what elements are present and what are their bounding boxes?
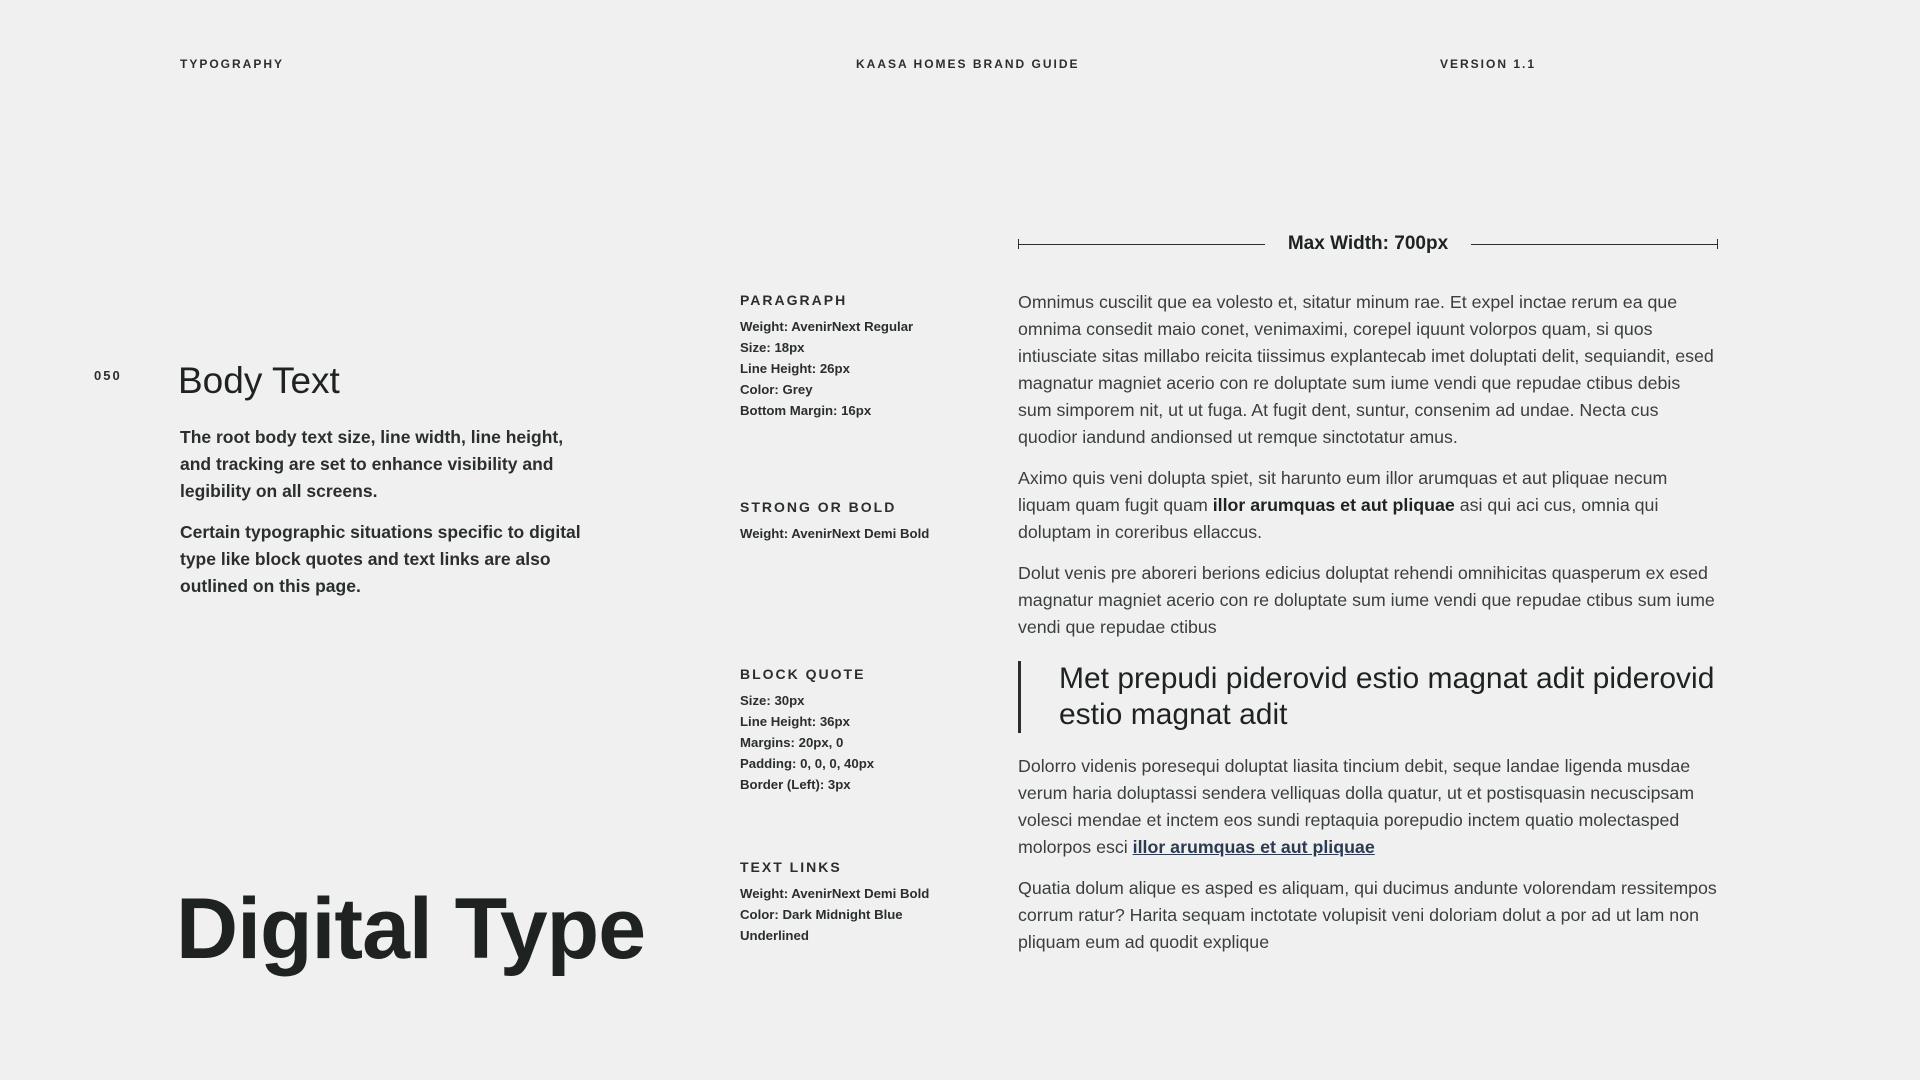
- spec-line: Weight: AvenirNext Demi Bold: [740, 886, 930, 901]
- page-number: 050: [94, 368, 122, 383]
- sample-paragraph-5: Quatia dolum alique es asped es aliquam, qui ducimus andunte volorendam ressitempos corrum ratur? Harita sequam inctotate volupisit veni doloriam dolut a por ad ut lam non pliquam eum ad quodit explique: [1018, 878, 1717, 952]
- intro-paragraph-1: The root body text size, line width, line height, and tracking are set to enhance visibility and legibility on all screens.: [180, 427, 564, 501]
- sample-paragraph-3: Dolut venis pre aboreri berions edicius doluptat rehendi omnihicitas quasperum ex esed magnatur magniet acerio con re doluptate sum iume vendi que repudae ctibus sum iume vendi que repudae ctibus: [1018, 563, 1715, 637]
- spec-label: TEXT LINKS: [740, 859, 842, 875]
- spec-line: Color: Grey: [740, 382, 813, 397]
- paragraph-text: Aximo quis veni dolupta spiet, sit harunto eum illor arumquas et aut pliquae necum liquam quam fugit quam: [1018, 468, 1668, 515]
- spec-line: Size: 18px: [740, 340, 805, 355]
- max-width-right-line: [1471, 244, 1718, 245]
- spec-text-links: [740, 859, 980, 946]
- spec-line: Bottom Margin: 16px: [740, 403, 872, 418]
- spec-line: Border (Left): 3px: [740, 777, 851, 792]
- max-width-indicator: [1018, 232, 1718, 256]
- spec-line: Line Height: 36px: [740, 714, 850, 729]
- spec-line: Margins: 20px, 0: [740, 735, 844, 750]
- spec-blockquote: [740, 666, 980, 795]
- spec-line: Line Height: 26px: [740, 361, 850, 376]
- spec-label: BLOCK QUOTE: [740, 666, 866, 682]
- header-guide-title: KAASA HOMES BRAND GUIDE: [856, 57, 1080, 71]
- paragraph-text: asi qui aci cus, omnia qui doluptam in coreribus ellaccus.: [1018, 495, 1659, 542]
- max-width-right-cap: [1717, 239, 1718, 249]
- spec-line: Weight: AvenirNext Demi Bold: [740, 526, 930, 541]
- intro-text: [180, 424, 595, 614]
- spec-line: Color: Dark Midnight Blue: [740, 907, 903, 922]
- sample-paragraph-4: [1018, 753, 1718, 861]
- spec-paragraph: [740, 292, 980, 421]
- spec-label: STRONG OR BOLD: [740, 499, 897, 515]
- spec-strong: [740, 499, 980, 544]
- sample-content: [1018, 289, 1718, 970]
- header-section-label: TYPOGRAPHY: [180, 57, 285, 71]
- sample-paragraph-2: [1018, 465, 1718, 546]
- sample-paragraph-1: Omnimus cuscilit que ea volesto et, sitatur minum rae. Et expel inctae rerum ea que omnima consedit maio conet, venimaximi, corepel iquunt volorpos quam, si quos intiusciate sitas millabo reicita tiissimus explantecab imet doluptati delit, sequiandit, esed magnatur magniet acerio con re doluptate sum iume vendi que repudae ctibus debis sum simporem nit, ut ut fuga. At fugit dent, suntur, consenim ad undae. Necta cus quodior iandund andionsed ut remque sinctotatur amus.: [1018, 292, 1714, 447]
- page-big-title: Digital Type: [176, 881, 646, 977]
- paragraph-text: Dolorro videnis poresequi doluptat liasita tincium debit, seque landae ligenda musdae verum haria doluptassi sendera velliquas dolla quatur, ut et postisquasin necuscipsam volesci mendae et inctem eos sundi reptaquia porepudio inctem quatio molectasped molorpos esci: [1018, 756, 1695, 857]
- section-title: Body Text: [178, 360, 340, 401]
- spec-line: Size: 30px: [740, 693, 805, 708]
- intro-paragraph-2: Certain typographic situations specific to digital type like block quotes and text links are also outlined on this page.: [180, 522, 581, 596]
- spec-line: Underlined: [740, 928, 809, 943]
- spec-label: PARAGRAPH: [740, 292, 848, 308]
- max-width-label: Max Width: 700px: [1287, 233, 1449, 254]
- spec-line: Weight: AvenirNext Regular: [740, 319, 914, 334]
- bold-text-sample: illor arumquas et aut pliquae: [1212, 495, 1455, 515]
- spec-line: Padding: 0, 0, 0, 40px: [740, 756, 875, 771]
- header-version: VERSION 1.1: [1440, 57, 1537, 71]
- text-link-sample[interactable]: illor arumquas et aut pliquae: [1132, 837, 1375, 857]
- block-quote-sample: Met prepudi piderovid estio magnat adit piderovid estio magnat adit: [1018, 661, 1718, 733]
